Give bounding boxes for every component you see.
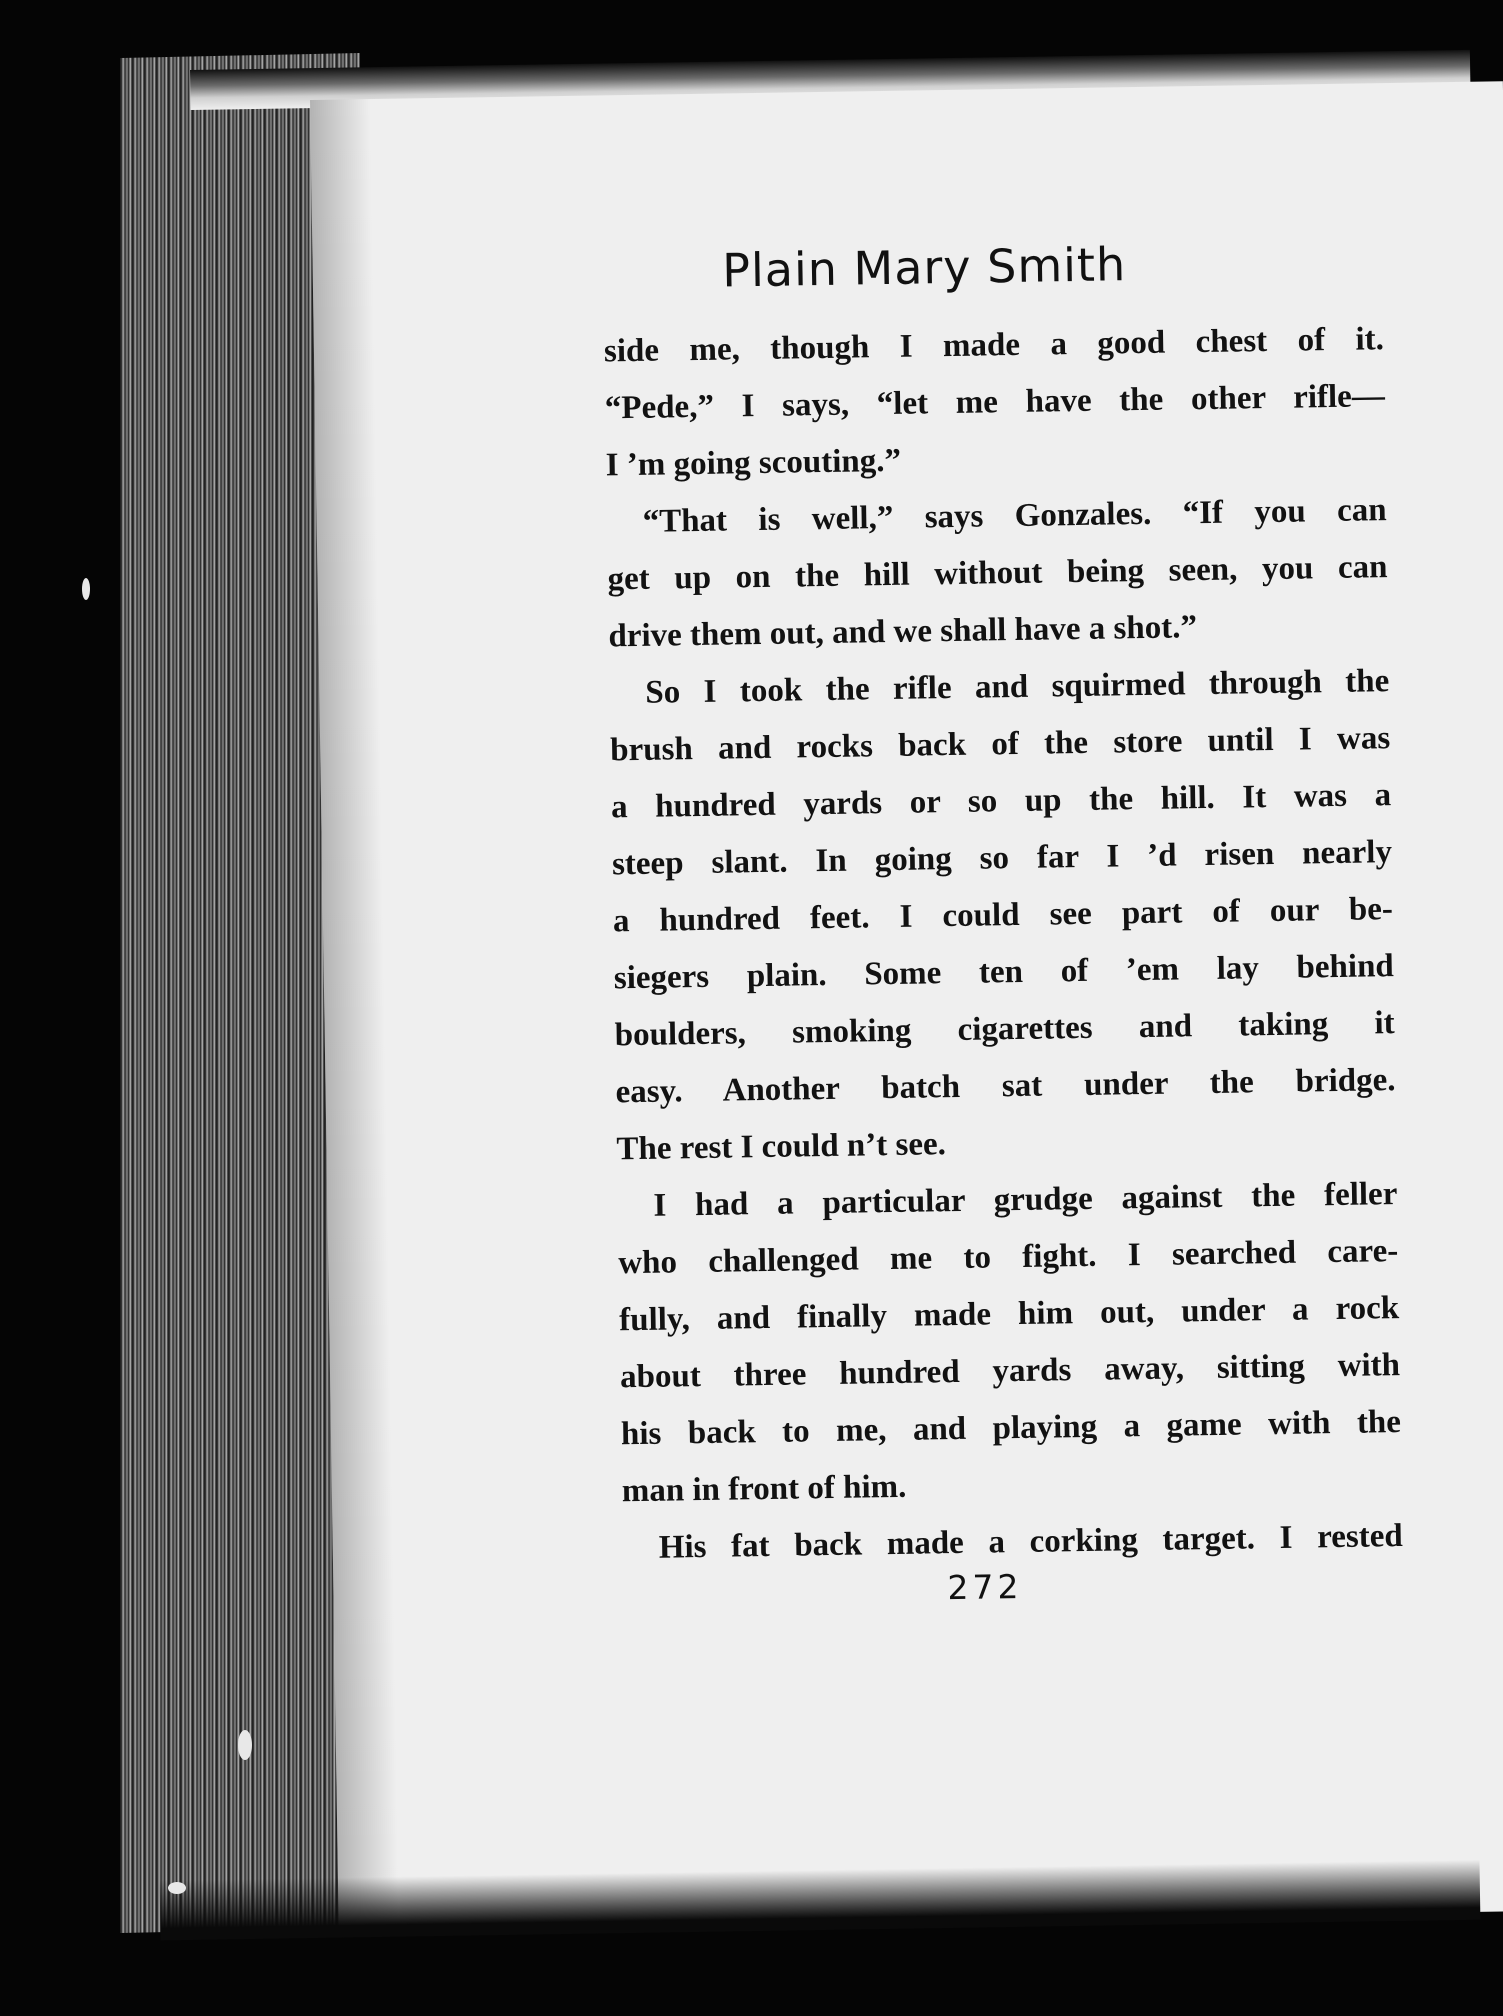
text-line: “That is well,” says Gonzales. “If you can (642, 492, 1387, 540)
text-line: easy. Another batch sat under the bridge. (615, 1062, 1396, 1111)
text-line: a hundred yards or so up the hill. It was a (610, 777, 1392, 826)
text-line: boulders, smoking cigarettes and taking it (614, 1005, 1395, 1054)
text-line: I had a particular grudge against the feller (653, 1176, 1398, 1224)
text-line: I ’m going scouting.” (605, 442, 902, 484)
book-page (310, 81, 1503, 1930)
dust-speck (168, 1882, 186, 1894)
dust-speck (238, 1730, 252, 1760)
text-line: The rest I could n’t see. (616, 1126, 947, 1168)
text-line: who challenged me to fight. I searched care- (618, 1233, 1399, 1282)
text-line: So I took the rifle and squirmed through the (645, 663, 1390, 711)
text-line: a hundred feet. I could see part of our be- (612, 891, 1394, 940)
text-line: siegers plain. Some ten of ’em lay behind (613, 948, 1395, 997)
text-line: side me, though I made a good chest of it. (603, 321, 1385, 370)
text-line: steep slant. In going so far I ’d risen nearly (611, 834, 1393, 883)
body-text (604, 311, 1404, 1577)
text-line: his back to me, and playing a game with the (620, 1404, 1402, 1453)
dust-speck (82, 578, 90, 600)
text-line: get up on the hill without being seen, you can (607, 549, 1388, 598)
text-line: drive them out, and we shall have a shot.” (608, 609, 1198, 655)
text-line: man in front of him. (621, 1468, 907, 1510)
text-line: fully, and finally made him out, under a rock (618, 1290, 1400, 1339)
text-line: about three hundred yards away, sitting with (619, 1347, 1401, 1396)
text-line: His fat back made a corking target. I rested (658, 1518, 1403, 1566)
text-line: “Pede,” I says, “let me have the other rifle— (604, 378, 1386, 427)
page-number: 272 (947, 1566, 1023, 1608)
running-head: Plain Mary Smith (721, 237, 1127, 298)
text-line: brush and rocks back of the store until I was (609, 720, 1391, 769)
